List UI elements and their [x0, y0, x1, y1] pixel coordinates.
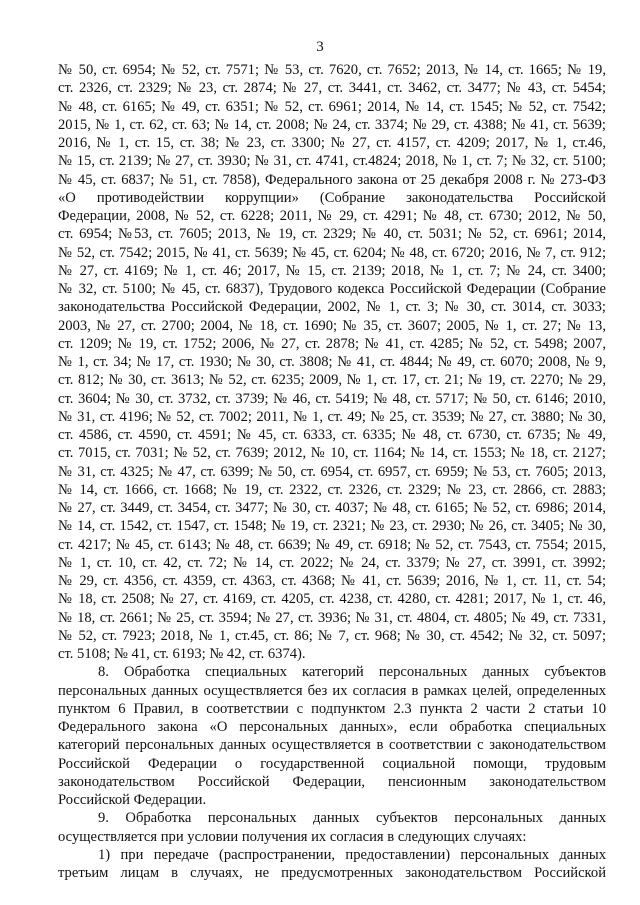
text-line: персональных данных осуществляется без их согласия в рамках целей, определенных	[58, 682, 606, 699]
text-line: Федерации, 2008, № 52, ст. 6228; 2011, № 29, ст. 4291; № 48, ст. 6730; 2012, № 50,	[58, 208, 606, 224]
text-line: Российской Федерации.	[58, 792, 207, 808]
text-line: 9. Обработка персональных данных субъектов персональных данных	[98, 810, 606, 827]
text-line: категорий персональных данных осуществляется в соответствии с законодательством	[58, 737, 606, 754]
text-line: ст. 5108; № 41, ст. 6193; № 42, ст. 6374).	[58, 646, 306, 662]
text-line: № 18, ст. 2508; № 27, ст. 4169, ст. 4205, ст. 4238, ст. 4280, ст. 4281; 2017, № 1, ст. 46,	[58, 591, 606, 608]
text-line: № 32, ст. 5100; № 45, ст. 6837), Трудового кодекса Российской Федерации (Собрание	[58, 281, 606, 297]
text-line: № 27, ст. 4169; № 1, ст. 46; 2017, № 15, ст. 2139; 2018, № 1, ст. 7; № 24, ст. 3400;	[58, 262, 606, 279]
text-line: ст. 6954; №53, ст. 7605; 2013, № 19, ст. 2329; № 40, ст. 5031; № 52, ст. 6961; 2014,	[58, 226, 606, 243]
document-body	[58, 61, 606, 882]
text-line: осуществляется при условии получения их согласия в следующих случаях:	[58, 828, 527, 845]
text-line: № 52, ст. 7542; 2015, № 41, ст. 5639; № 45, ст. 6204; № 48, ст. 6720; 2016, № 7, ст. 912;	[58, 244, 606, 261]
text-line: ст. 4586, ст. 4590, ст. 4591; № 45, ст. 6333, ст. 6335; № 48, ст. 6730, ст. 6735; № 49,	[58, 427, 606, 443]
text-line: ст. 812; № 30, ст. 3613; № 52, ст. 6235; 2009, № 1, ст. 17, ст. 21; № 19, ст. 2270; № 29,	[58, 372, 606, 389]
text-line: ст. 7015, ст. 7031; № 52, ст. 7639; 2012, № 10, ст. 1164; № 14, ст. 1553; № 18, ст. 2127;	[58, 445, 606, 462]
text-line: № 14, ст. 1666, ст. 1668; № 19, ст. 2322, ст. 2326, ст. 2329; № 23, ст. 2866, ст. 2883;	[58, 481, 606, 498]
text-line: № 29, ст. 4356, ст. 4359, ст. 4363, ст. 4368; № 41, ст. 5639; 2016, № 1, ст. 11, ст. 54;	[58, 573, 606, 589]
text-line: «О противодействии коррупции» (Собрание законодательства Российской	[58, 189, 606, 206]
text-line: № 45, ст. 6837; № 51, ст. 7858), Федерального закона от 25 декабря 2008 г. № 273-ФЗ	[58, 171, 606, 188]
text-line: Российской Федерации о государственной социальной помощи, трудовым	[58, 755, 606, 772]
text-line: № 14, ст. 1542, ст. 1547, ст. 1548; № 19, ст. 2321; № 23, ст. 2930; № 26, ст. 3405; № 30,	[58, 518, 606, 535]
text-line: № 1, ст. 34; № 17, ст. 1930; № 30, ст. 3808; № 41, ст. 4844; № 49, ст. 6070; 2008, № 9,	[58, 354, 606, 370]
text-line: № 18, ст. 2661; № 25, ст. 3594; № 27, ст. 3936; № 31, ст. 4804, ст. 4805; № 49, ст. 7331,	[58, 609, 606, 626]
text-line: № 52, ст. 7923; 2018, № 1, ст.45, ст. 86; № 7, ст. 968; № 30, ст. 4542; № 32, ст. 5097;	[58, 627, 606, 644]
text-line: № 1, ст. 10, ст. 42, ст. 72; № 14, ст. 2022; № 24, ст. 3379; № 27, ст. 3991, ст. 3992;	[58, 554, 606, 571]
text-line: № 15, ст. 2139; № 27, ст. 3930; № 31, ст. 4741, ст.4824; 2018, № 1, ст. 7; № 32, ст. 5100;	[58, 153, 606, 170]
text-line: № 50, ст. 6954; № 52, ст. 7571; № 53, ст. 7620, ст. 7652; 2013, № 14, ст. 1665; № 19,	[58, 62, 606, 78]
text-line: ст. 3604; № 30, ст. 3732, ст. 3739; № 46, ст. 5419; № 48, ст. 5717; № 50, ст. 6146; 2010,	[58, 390, 606, 407]
text-line: Федерального закона «О персональных данных», если обработка специальных	[58, 719, 606, 735]
text-line: № 31, ст. 4196; № 52, ст. 7002; 2011, № 1, ст. 49; № 25, ст. 3539; № 27, ст. 3880; № 30,	[58, 408, 606, 425]
text-line: пунктом 6 Правил, в соответствии с подпунктом 2.3 пункта 2 части 2 статьи 10	[58, 700, 606, 717]
text-line: 8. Обработка специальных категорий персональных данных субъектов	[98, 664, 606, 681]
text-line: 2015, № 1, ст. 62, ст. 63; № 14, ст. 2008; № 24, ст. 3374; № 29, ст. 4388; № 41, ст. 5639;	[58, 116, 606, 133]
text-line: № 48, ст. 6165; № 49, ст. 6351; № 52, ст. 6961; 2014, № 14, ст. 1545; № 52, ст. 7542;	[58, 98, 606, 115]
text-line: № 27, ст. 3449, ст. 3454, ст. 3477; № 30, ст. 4037; № 48, ст. 6165; № 52, ст. 6986; 2014,	[58, 500, 606, 516]
text-line: ст. 2326, ст. 2329; № 23, ст. 2874; № 27, ст. 3441, ст. 3462, ст. 3477; № 43, ст. 5454;	[58, 80, 606, 97]
text-line: ст. 1209; № 19, ст. 1752; 2006, № 27, ст. 2878; № 41, ст. 4285; № 52, ст. 5498; 2007,	[58, 335, 606, 352]
text-line: 1) при передаче (распространении, предоставлении) персональных данных	[98, 846, 606, 863]
text-line: законодательством Российской Федерации, пенсионным законодательством	[58, 773, 606, 790]
page-number: 3	[316, 39, 324, 55]
text-line: законодательства Российской Федерации, 2002, № 1, ст. 3; № 30, ст. 3014, ст. 3033;	[58, 299, 606, 316]
text-line: третьим лицам в случаях, не предусмотренных законодательством Российской	[58, 865, 606, 881]
text-line: № 31, ст. 4325; № 47, ст. 6399; № 50, ст. 6954, ст. 6957, ст. 6959; № 53, ст. 7605; 2013,	[58, 463, 606, 480]
text-line: ст. 4217; № 45, ст. 6143; № 48, ст. 6639; № 49, ст. 6918; № 52, ст. 7543, ст. 7554; 2015,	[58, 536, 606, 553]
text-line: 2003, № 27, ст. 2700; 2004, № 18, ст. 1690; № 35, ст. 3607; 2005, № 1, ст. 27; № 13,	[58, 317, 606, 334]
text-line: 2016, № 1, ст. 15, ст. 38; № 23, ст. 3300; № 27, ст. 4157, ст. 4209; 2017, № 1, ст.46,	[58, 135, 606, 151]
